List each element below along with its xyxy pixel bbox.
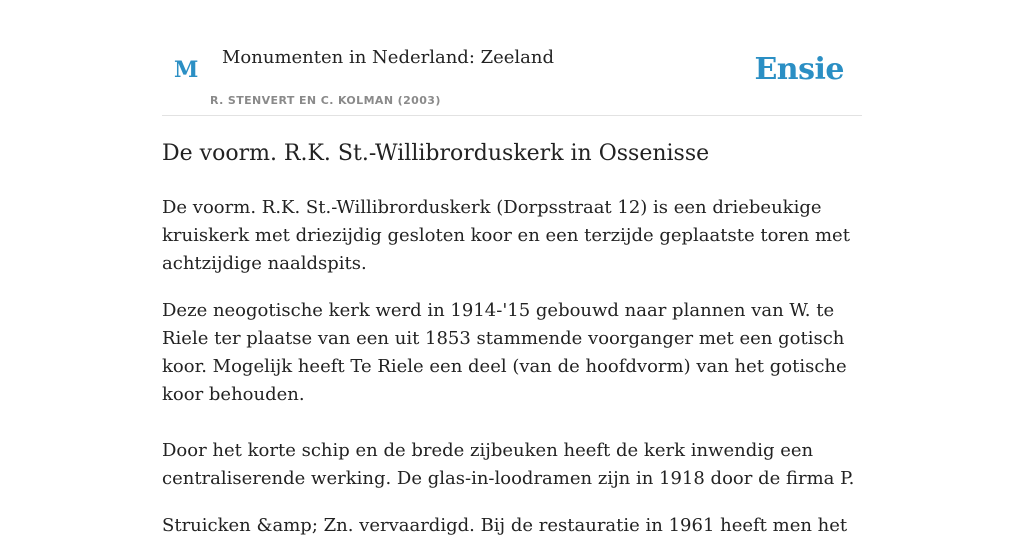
article-title: De voorm. R.K. St.-Willibrorduskerk in Ossenisse — [162, 141, 710, 166]
article-paragraph: Struicken &amp; Zn. vervaardigd. Bij de restauratie in 1961 heeft men het — [162, 515, 848, 536]
article-paragraph: Deze neogotische kerk werd in 1914-'15 gebouwd naar plannen van W. te Riele ter plaatse van een uit 1853 stammende voorganger met een gotisch koor. Mogelijk heeft Te Riele een deel (van de hoofdvorm) van het gotische koor behouden. — [162, 300, 847, 405]
article-paragraph: De voorm. R.K. St.-Willibrorduskerk (Dorpsstraat 12) is een driebeukige kruiskerk met driezijdig gesloten koor en een terzijde geplaatste toren met achtzijdige naaldspits. — [162, 197, 850, 274]
article-paragraph: Door het korte schip en de brede zijbeuken heeft de kerk inwendig een centraliserende werking. De glas-in-loodramen zijn in 1918 door de firma P. — [162, 440, 855, 489]
article — [162, 138, 862, 540]
book-title[interactable]: Monumenten in Nederland: Zeeland — [222, 47, 555, 68]
book-initial-logo: M — [174, 57, 199, 83]
book-authors: R. STENVERT EN C. KOLMAN (2003) — [210, 94, 441, 107]
header — [162, 0, 862, 116]
ensie-logo[interactable]: Ensie — [754, 52, 844, 87]
